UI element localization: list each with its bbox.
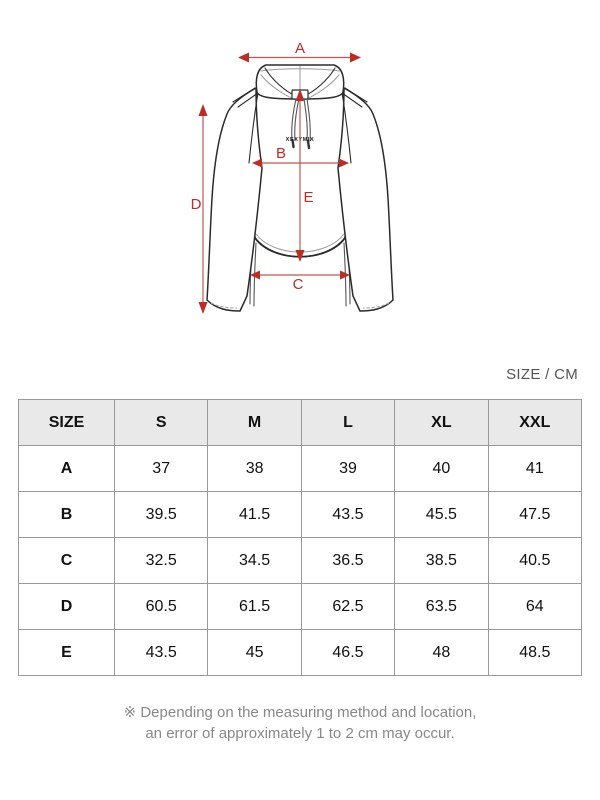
measure-row-label: C xyxy=(19,538,115,584)
size-value-cell: 36.5 xyxy=(301,538,394,584)
measurement-arrow-c xyxy=(250,271,350,294)
measurement-label-d: D xyxy=(190,196,202,213)
size-col-header: S xyxy=(115,400,208,446)
measurement-arrow-d xyxy=(191,104,208,314)
measure-row-label: A xyxy=(19,446,115,492)
measurement-label-e: E xyxy=(303,189,314,206)
size-value-cell: 39.5 xyxy=(115,492,208,538)
table-row xyxy=(19,584,582,630)
table-row xyxy=(19,538,582,584)
size-value-cell: 63.5 xyxy=(395,584,488,630)
measurement-label-b: B xyxy=(275,145,287,162)
disclaimer-line-2: an error of approximately 1 to 2 cm may occur. xyxy=(145,725,455,742)
size-value-cell: 47.5 xyxy=(488,492,581,538)
brand-logo-text: XEXYMIX xyxy=(285,137,315,143)
size-value-cell: 45 xyxy=(208,630,301,676)
size-table-header-row xyxy=(19,400,582,446)
size-value-cell: 46.5 xyxy=(301,630,394,676)
measurement-disclaimer xyxy=(0,702,600,744)
hoodie-measurement-diagram xyxy=(0,0,600,345)
measurement-arrow-a xyxy=(238,40,361,63)
size-value-cell: 34.5 xyxy=(208,538,301,584)
size-value-cell: 64 xyxy=(488,584,581,630)
size-value-cell: 39 xyxy=(301,446,394,492)
table-row xyxy=(19,630,582,676)
size-value-cell: 43.5 xyxy=(301,492,394,538)
measure-row-label: D xyxy=(19,584,115,630)
size-col-header: XXL xyxy=(488,400,581,446)
measurement-label-a: A xyxy=(294,40,306,57)
size-value-cell: 61.5 xyxy=(208,584,301,630)
units-label: SIZE / CM xyxy=(506,366,578,383)
size-col-header: XL xyxy=(395,400,488,446)
size-value-cell: 32.5 xyxy=(115,538,208,584)
size-value-cell: 38.5 xyxy=(395,538,488,584)
size-value-cell: 43.5 xyxy=(115,630,208,676)
size-col-header: SIZE xyxy=(19,400,115,446)
measure-row-label: E xyxy=(19,630,115,676)
table-row xyxy=(19,492,582,538)
size-value-cell: 62.5 xyxy=(301,584,394,630)
size-value-cell: 48.5 xyxy=(488,630,581,676)
size-value-cell: 41.5 xyxy=(208,492,301,538)
size-value-cell: 38 xyxy=(208,446,301,492)
size-value-cell: 60.5 xyxy=(115,584,208,630)
size-value-cell: 40.5 xyxy=(488,538,581,584)
disclaimer-line-1: ※ Depending on the measuring method and location, xyxy=(123,704,477,721)
table-row xyxy=(19,446,582,492)
measure-row-label: B xyxy=(19,492,115,538)
size-value-cell: 37 xyxy=(115,446,208,492)
size-value-cell: 48 xyxy=(395,630,488,676)
size-col-header: L xyxy=(301,400,394,446)
measurement-label-c: C xyxy=(292,276,304,293)
size-value-cell: 45.5 xyxy=(395,492,488,538)
size-col-header: M xyxy=(208,400,301,446)
size-value-cell: 41 xyxy=(488,446,581,492)
size-value-cell: 40 xyxy=(395,446,488,492)
size-table xyxy=(18,399,582,676)
